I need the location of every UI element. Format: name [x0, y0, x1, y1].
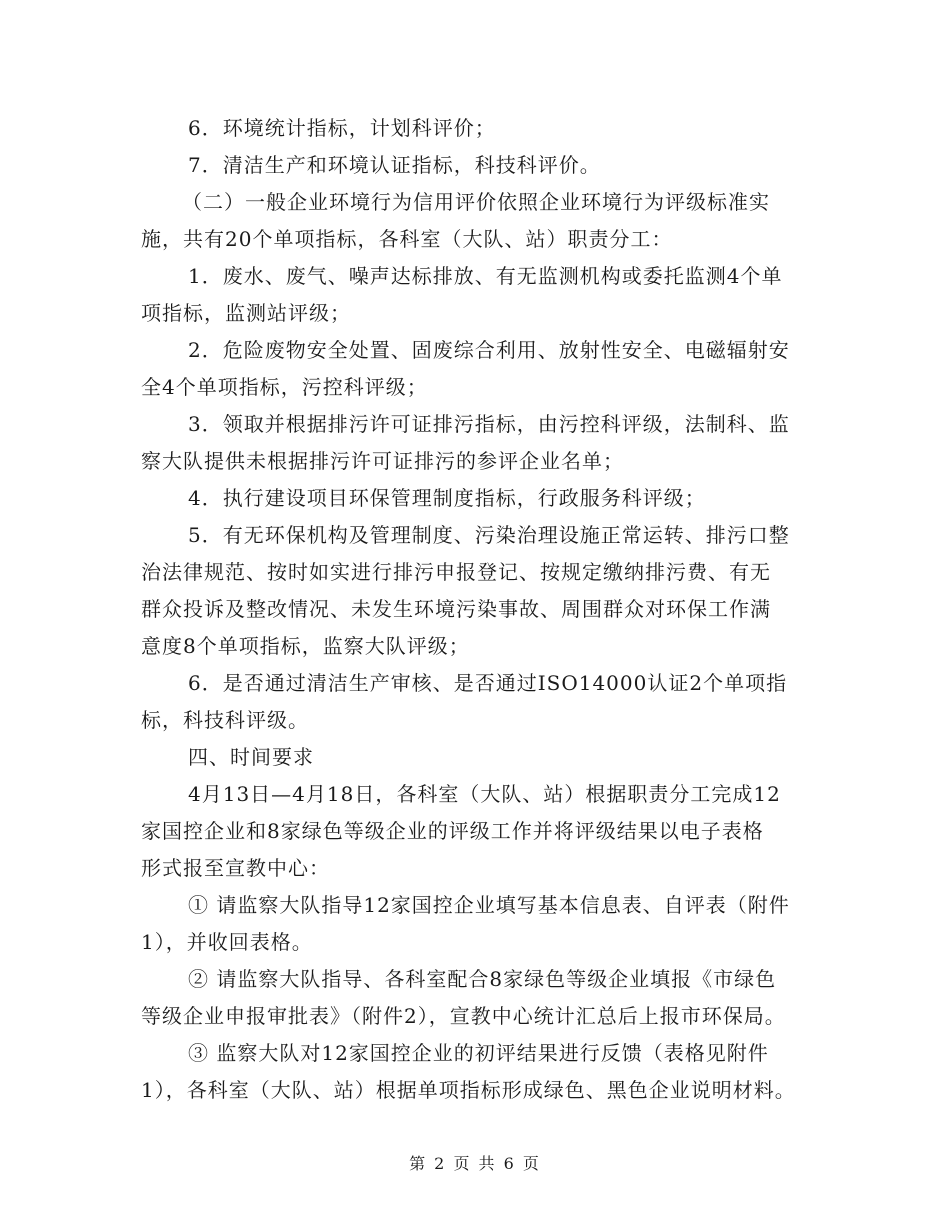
text-line: 4．执行建设项目环保管理制度指标，行政服务科评级；: [188, 486, 706, 510]
text-line: 3．领取并根据排污许可证排污指标，由污控科评级，法制科、监: [188, 412, 790, 436]
text-line: 项指标，监测站评级；: [141, 301, 351, 325]
text-line: ① 请监察大队指导12家国控企业填写基本信息表、自评表（附件: [188, 893, 790, 917]
text-line: 形式报至宣教中心：: [141, 856, 330, 880]
page-number-footer: 第 2 页 共 6 页: [409, 1154, 541, 1173]
text-line: 治法律规范、按时如实进行排污申报登记、按规定缴纳排污费、有无: [141, 560, 771, 584]
text-line: 7．清洁生产和环境认证指标，科技科评价。: [188, 153, 601, 177]
text-line: 1），各科室（大队、站）根据单项指标形成绿色、黑色企业说明材料。: [141, 1078, 796, 1102]
text-line: 等级企业申报审批表》（附件2），宣教中心统计汇总后上报市环保局。: [141, 1004, 786, 1028]
text-line: 家国控企业和8家绿色等级企业的评级工作并将评级结果以电子表格: [141, 819, 764, 843]
text-line: 6．是否通过清洁生产审核、是否通过ISO14000认证2个单项指: [188, 671, 788, 695]
text-line: ③ 监察大队对12家国控企业的初评结果进行反馈（表格见附件: [188, 1041, 769, 1065]
text-line: 标，科技科评级。: [141, 708, 309, 732]
section-heading: 四、时间要求: [188, 745, 314, 769]
text-line: 1），并收回表格。: [141, 930, 313, 954]
text-line: 察大队提供未根据排污许可证排污的参评企业名单；: [141, 449, 624, 473]
text-line: 群众投诉及整改情况、未发生环境污染事故、周围群众对环保工作满: [141, 597, 771, 621]
text-line: ② 请监察大队指导、各科室配合8家绿色等级企业填报《市绿色: [188, 967, 777, 991]
text-line: （二）一般企业环境行为信用评价依照企业环境行为评级标准实: [182, 190, 770, 214]
text-line: 5．有无环保机构及管理制度、污染治理设施正常运转、排污口整: [188, 523, 790, 547]
text-line: 1．废水、废气、噪声达标排放、有无监测机构或委托监测4个单: [188, 264, 783, 288]
text-line: 意度8个单项指标，监察大队评级；: [141, 634, 470, 658]
text-line: 6．环境统计指标，计划科评价；: [188, 116, 496, 140]
text-line: 施，共有20个单项指标，各科室（大队、站）职责分工：: [141, 227, 673, 251]
text-line: 4月13日—4月18日，各科室（大队、站）根据职责分工完成12: [188, 782, 781, 806]
text-line: 全4个单项指标，污控科评级；: [141, 375, 428, 399]
text-line: 2．危险废物安全处置、固废综合利用、放射性安全、电磁辐射安: [188, 338, 790, 362]
